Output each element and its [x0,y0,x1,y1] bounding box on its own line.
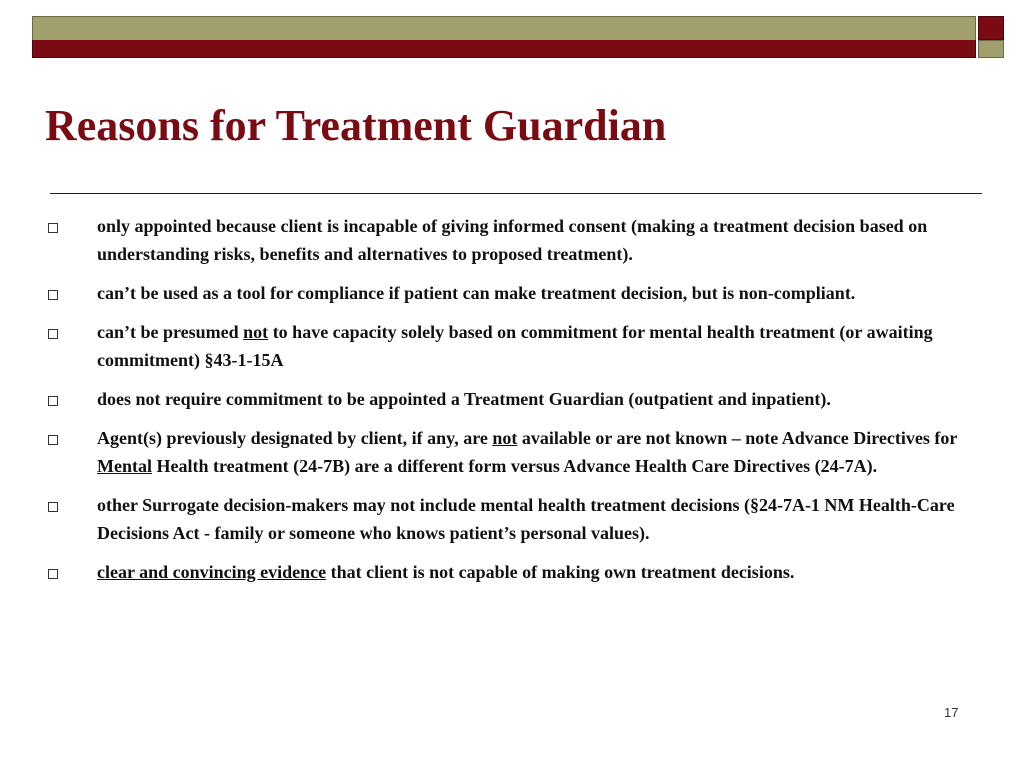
bullet-item [44,491,992,547]
bullet-item [44,385,992,413]
bullet-text: other Surrogate decision-makers may not include mental health treatment decisions (§24-7A-1 NM Health-Care Decisions Act - family or someone who knows patient’s personal values). [97,495,955,543]
hollow-square-bullet-icon [48,502,58,512]
bullet-item [44,212,992,268]
underlined-emphasis: not [492,428,518,448]
bullet-text-part: Health treatment (24-7B) are a different form versus Advance Health Care Directives (24-7A). [151,456,878,476]
bullet-item [44,424,992,480]
slide-title: Reasons for Treatment Guardian [45,101,667,150]
title-divider [50,193,982,194]
bullet-text: can’t be used as a tool for compliance if patient can make treatment decision, but is non-compliant. [97,283,856,303]
corner-block-olive [978,40,1004,58]
corner-block-maroon [978,16,1004,40]
bullet-text-part: to have capacity solely based on commitment for mental health treatment (or awaiting commitment) §43-1-15A [97,322,933,370]
bullet-list [44,212,992,597]
hollow-square-bullet-icon [48,223,58,233]
hollow-square-bullet-icon [48,396,58,406]
bullet-item [44,318,992,374]
bullet-text-part: that client is not capable of making own treatment decisions. [326,562,795,582]
bullet-text: does not require commitment to be appointed a Treatment Guardian (outpatient and inpatient). [97,389,831,409]
header-band-maroon [32,40,976,58]
underlined-emphasis: Mental [97,456,152,476]
header-band-olive [32,16,976,40]
hollow-square-bullet-icon [48,329,58,339]
hollow-square-bullet-icon [48,569,58,579]
bullet-text: only appointed because client is incapable of giving informed consent (making a treatment decision based on understanding risks, benefits and alternatives to proposed treatment). [97,216,928,264]
bullet-text-part: can’t be presumed [97,322,244,342]
underlined-emphasis: clear and convincing evidence [97,562,327,582]
bullet-text-part: Agent(s) previously designated by client, if any, are [97,428,493,448]
hollow-square-bullet-icon [48,290,58,300]
underlined-emphasis: not [243,322,269,342]
bullet-text-part: available or are not known – note Advance Directives for [517,428,958,448]
page-number: 17 [944,705,959,720]
hollow-square-bullet-icon [48,435,58,445]
bullet-item [44,558,992,586]
bullet-item [44,279,992,307]
